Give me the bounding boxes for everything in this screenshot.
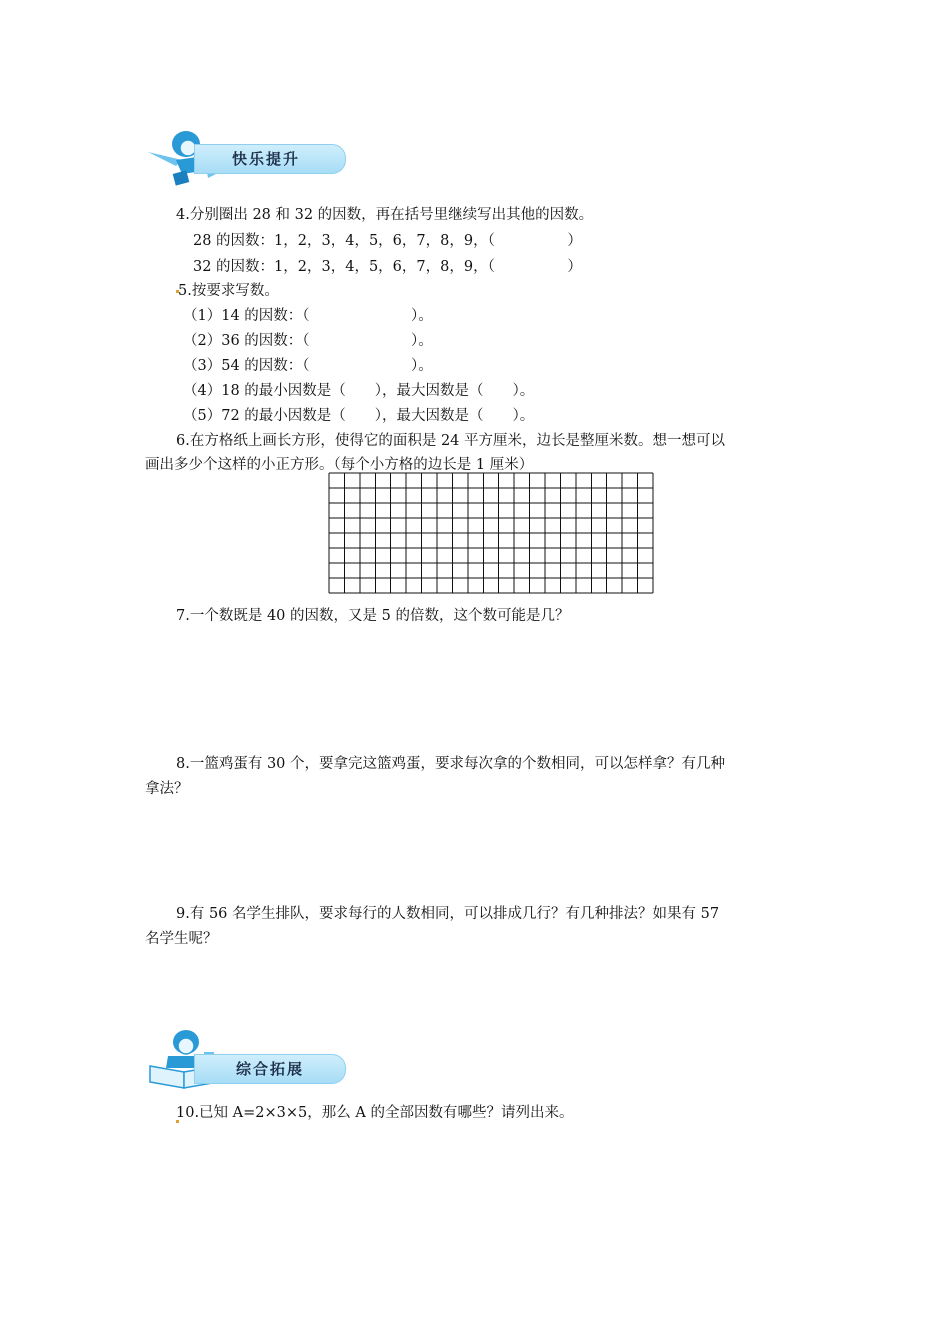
question-8-line-2: 拿法？ (145, 781, 189, 797)
question-5: 5.按要求写数。 (178, 283, 279, 299)
question-4-line-28: 28 的因数：1，2，3，4，5，6，7，8，9，（ ） (193, 233, 582, 249)
question-8-line-1: 8.一篮鸡蛋有 30 个，要拿完这篮鸡蛋，要求每次拿的个数相同，可以怎样拿？有几种 (176, 756, 726, 772)
question-10: 10.已知 A=2×3×5，那么 A 的全部因数有哪些？请列出来。 (176, 1105, 574, 1121)
question-5-item-5: （5）72 的最小因数是（ ），最大因数是（ ）。 (183, 408, 535, 424)
question-9-line-1: 9.有 56 名学生排队，要求每行的人数相同，可以排成几行？有几种排法？如果有 57 (176, 906, 720, 922)
question-9-line-2: 名学生呢？ (145, 931, 218, 947)
section-title-happy: 快乐提升 (232, 150, 301, 168)
question-6-line-2: 画出多少个这样的小正方形。（每个小方格的边长是 1 厘米） (145, 457, 534, 473)
section-banner-happy (146, 138, 356, 178)
question-5-item-2: （2）36 的因数：（ ）。 (183, 333, 433, 349)
question-4-line-32: 32 的因数：1，2，3，4，5，6，7，8，9，（ ） (193, 259, 582, 275)
grid-paper (328, 472, 656, 596)
section-title-comprehensive: 综合拓展 (236, 1060, 305, 1078)
question-6-line-1: 6.在方格纸上画长方形，使得它的面积是 24 平方厘米，边长是整厘米数。想一想可以 (176, 433, 726, 449)
question-7: 7.一个数既是 40 的因数，又是 5 的倍数，这个数可能是几？ (176, 608, 570, 624)
question-5-item-1: （1）14 的因数：（ ）。 (183, 308, 433, 324)
question-5-item-3: （3）54 的因数：（ ）。 (183, 358, 433, 374)
section-banner-comprehensive (146, 1048, 356, 1088)
question-4: 4.分别圈出 28 和 32 的因数，再在括号里继续写出其他的因数。 (176, 207, 594, 223)
question-5-item-4: （4）18 的最小因数是（ ），最大因数是（ ）。 (183, 383, 535, 399)
